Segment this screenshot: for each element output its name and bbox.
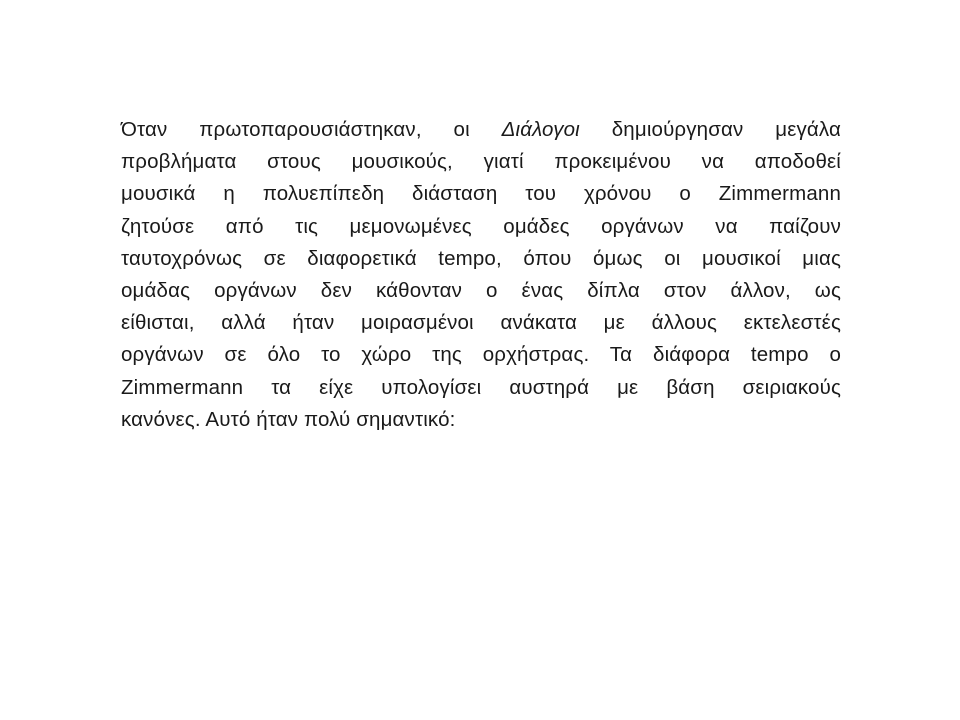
text-line: κανόνες. Αυτό ήταν πολύ σημαντικό: bbox=[121, 407, 456, 431]
text-line-end: δημιούργησαν μεγάλα bbox=[579, 118, 842, 141]
italic-title: Διάλογοι bbox=[501, 118, 580, 141]
text-line: ταυτοχρόνως σε διαφορετικά tempo, όπου όμως οι μουσικοί μιας bbox=[121, 246, 841, 270]
text-line bbox=[121, 114, 841, 146]
text-line-start: Όταν πρωτοπαρουσιάστηκαν, οι bbox=[121, 118, 502, 141]
text-line: Zimmermann τα είχε υπολογίσει αυστηρά με βάση σειριακούς bbox=[121, 375, 841, 399]
text-line: είθισται, αλλά ήταν μοιρασμένοι ανάκατα με άλλους εκτελεστές bbox=[121, 311, 841, 335]
text-line: ομάδας οργάνων δεν κάθονταν ο ένας δίπλα στον άλλον, ως bbox=[121, 279, 841, 303]
text-line: μουσικά η πολυεπίπεδη διάσταση του χρόνου ο Zimmermann bbox=[121, 182, 841, 206]
text-line: ζητούσε από τις μεμονωμένες ομάδες οργάνων να παίζουν bbox=[121, 214, 841, 238]
text-line: προβλήματα στους μουσικούς, γιατί προκειμένου να αποδοθεί bbox=[121, 150, 841, 174]
text-line: οργάνων σε όλο το χώρο της ορχήστρας. Τα διάφορα tempo ο bbox=[121, 343, 841, 367]
body-paragraph bbox=[121, 114, 841, 436]
